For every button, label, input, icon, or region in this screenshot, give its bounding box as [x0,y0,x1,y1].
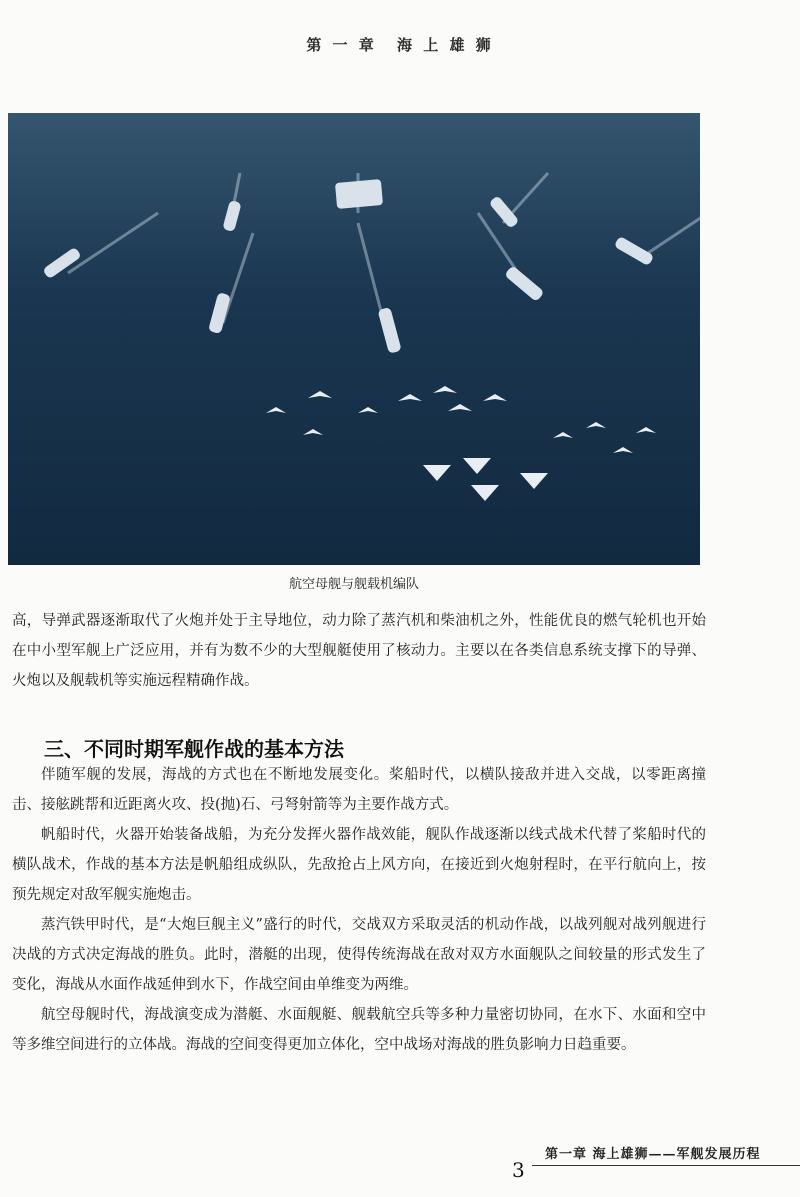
paragraph-4: 蒸汽铁甲时代，是“大炮巨舰主义”盛行的时代，交战双方采取灵活的机动作战，以战列舰对战列舰进行决战的方式决定海战的胜负。此时，潜艇的出现，使得传统海战在敌对双方水面舰队之间较量的形式发生了变化，海战从水面作战延伸到水下，作战空间由单维变为两维。 [12,917,706,993]
paragraph-5: 航空母舰时代，海战演变成为潜艇、水面舰艇、舰载航空兵等多种力量密切协同，在水下、水面和空中等多维空间进行的立体战。海战的空间变得更加立体化，空中战场对海战的胜负影响力日趋重要。 [12,1007,706,1053]
paragraph-2: 伴随军舰的发展，海战的方式也在不断地发展变化。桨船时代，以横队接敌并进入交战，以零距离撞击、接舷跳帮和近距离火攻、投(抛)石、弓弩射箭等为主要作战方式。 [12,767,706,813]
footer-chapter-title: 第一章 海上雄狮——军舰发展历程 [545,1147,761,1162]
carrier-formation-illustration [8,113,700,565]
section-heading: 三、不同时期军舰作战的基本方法 [44,737,344,761]
figure-caption: 航空母舰与舰载机编队 [288,577,419,592]
paragraph-1: 高，导弹武器逐渐取代了火炮并处于主导地位，动力除了蒸汽机和柴油机之外，性能优良的燃气轮机也开始在中小型军舰上广泛应用，并有为数不少的大型舰艇使用了核动力。主要以在各类信息系统支撑下的导弹、火炮以及舰载机等实施远程精确作战。 [12,613,706,689]
running-head [0,34,800,55]
page-number: 3 [512,1158,525,1182]
footer-divider [532,1165,800,1166]
chapter-label: 第 一 章 [306,36,377,54]
paragraph-3: 帆船时代，火器开始装备战船，为充分发挥火器作战效能，舰队作战逐渐以线式战术代替了桨船时代的横队战术，作战的基本方法是帆船组成纵队，先敌抢占上风方向，在接近到火炮射程时，在平行航向上，按预先规定对敌军舰实施炮击。 [12,827,706,903]
chapter-title: 海 上 雄 狮 [397,36,494,54]
carrier-formation-photo [8,113,700,565]
